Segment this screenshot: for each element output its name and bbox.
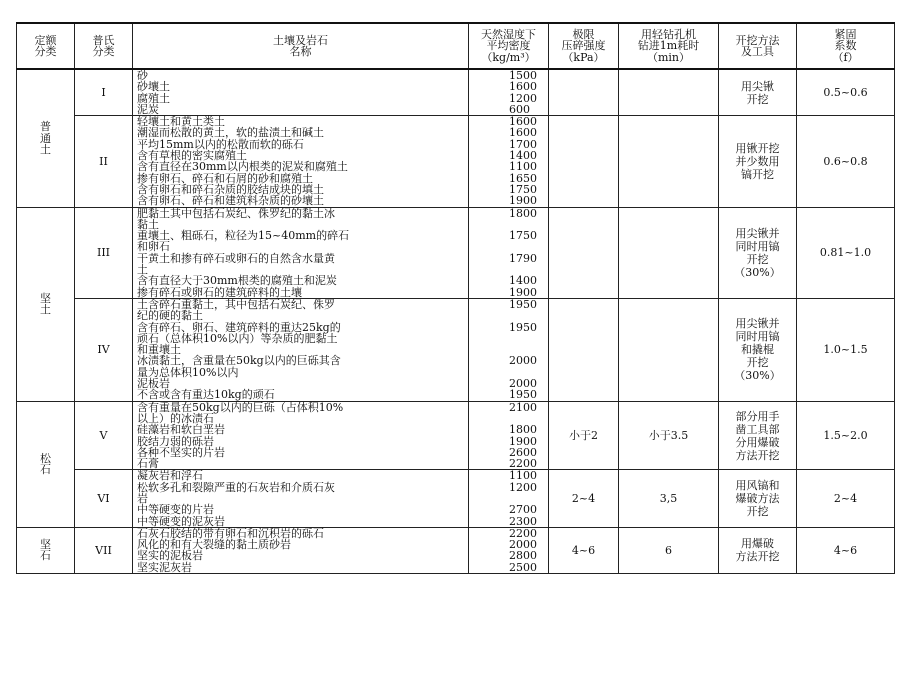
method-line: （30%） — [734, 265, 781, 279]
density-value: 2000 — [509, 538, 537, 552]
soil-name-line: 砂 — [137, 69, 148, 82]
soil-name-line: 泥炭 — [137, 102, 159, 116]
soil-name-line: 冰渍黏土，含重量在50kg以内的巨砾其含 — [137, 354, 341, 368]
method-line: 和撬棍 — [741, 343, 774, 357]
soil-name-line: 胶结力弱的砾岩 — [137, 434, 214, 448]
strength-cell — [549, 298, 619, 401]
method-line: 镐开挖 — [741, 167, 774, 181]
header-method: 开挖方法 及工具 — [719, 23, 797, 69]
pushi-class-cell — [75, 527, 133, 573]
category-char: 坚 — [40, 538, 51, 552]
pushi-class-label: III — [96, 246, 111, 260]
soil-name-line: 石膏 — [137, 457, 159, 471]
soil-name-line: 顽石（总体积10%以内）等杂质的肥黏土 — [137, 331, 338, 345]
density-value: 1950 — [509, 320, 537, 334]
category-char: 通 — [40, 131, 51, 145]
soil-name-line: 含有直径大于30mm根类的腐殖土和泥炭 — [137, 274, 337, 288]
drill-time-cell — [619, 69, 719, 116]
soil-names-cell — [133, 207, 469, 298]
method-cell — [719, 207, 797, 298]
drill-time-value: 3,5 — [659, 491, 678, 505]
soil-names-cell — [133, 69, 469, 116]
method-line: 爆破方法 — [735, 492, 780, 506]
soil-name-line: 纪的硬的黏土 — [137, 309, 203, 323]
drill-time-value — [619, 156, 718, 167]
method-line: 用锹开挖 — [735, 141, 780, 155]
density-value: 1650 — [509, 171, 537, 185]
soil-name-line: 腐殖土 — [137, 91, 170, 105]
drill-time-value — [619, 344, 718, 355]
method-line: （30%） — [734, 369, 781, 383]
header-category: 定额 分类 — [17, 23, 75, 69]
soil-names-cell — [133, 298, 469, 401]
drill-time-cell — [619, 527, 719, 573]
pushi-class-label: II — [99, 154, 108, 168]
pushi-class-label: VI — [97, 491, 110, 505]
density-value: 1900 — [509, 194, 537, 208]
soil-name-line: 岩 — [137, 491, 148, 505]
soil-name-line: 轻壤土和黄土类土 — [137, 115, 225, 129]
method-line: 开挖 — [746, 356, 769, 370]
class-row — [17, 470, 895, 527]
soil-name-line: 平均15mm以内的松散而软的砾石 — [137, 137, 304, 151]
density-value: 2600 — [509, 445, 537, 459]
method-line: 方法开挖 — [735, 550, 780, 564]
density-value: 1950 — [509, 388, 537, 402]
density-value: 1400 — [509, 149, 537, 163]
density-value: 2200 — [509, 526, 537, 540]
header-strength: 极限 压碎强度 （kPa） — [549, 23, 619, 69]
pushi-class-label: IV — [97, 343, 110, 357]
soil-name-line: 坚实的泥板岩 — [137, 549, 203, 563]
category-cell — [17, 69, 75, 207]
soil-name-line: 土含碎石重黏土，其中包括石炭纪、侏罗 — [137, 297, 335, 311]
method-line: 用风镐和 — [735, 479, 780, 493]
pushi-class-cell — [75, 69, 133, 116]
method-line: 开挖 — [746, 252, 769, 266]
category-char: 坚 — [40, 291, 51, 305]
method-cell — [719, 470, 797, 527]
category-char: 普 — [40, 120, 51, 134]
density-value: 2200 — [509, 457, 537, 471]
soil-name-line: 黏土 — [137, 217, 159, 231]
density-value: 1800 — [509, 423, 537, 437]
coef-cell — [797, 401, 895, 470]
drill-time-cell — [619, 207, 719, 298]
strength-cell — [549, 207, 619, 298]
coef-value: 0.5~0.6 — [823, 85, 868, 99]
soil-name-line: 含有草根的密实腐殖土 — [137, 149, 247, 163]
coef-value: 1.5~2.0 — [823, 428, 868, 442]
method-cell — [719, 116, 797, 207]
soil-name-line: 凝灰岩和浮石 — [137, 469, 203, 483]
density-value: 2500 — [509, 560, 537, 574]
method-line: 用尖锹 — [741, 79, 774, 93]
soil-name-line: 中等硬变的片岩 — [137, 503, 214, 517]
density-cell — [469, 69, 549, 116]
soil-name-line: 掺有卵石、碎石和石屑的砂和腐殖土 — [137, 171, 313, 185]
density-value: 1400 — [509, 274, 537, 288]
density-value: 1950 — [509, 297, 537, 311]
strength-value: 小于2 — [569, 428, 598, 442]
method-line: 分用爆破 — [735, 435, 780, 449]
soil-names-cell — [133, 401, 469, 470]
density-value: 1600 — [509, 126, 537, 140]
method-line: 方法开挖 — [735, 448, 780, 462]
drill-time-value — [619, 247, 718, 258]
method-cell — [719, 401, 797, 470]
header-pushi: 普氏 分类 — [75, 23, 133, 69]
strength-value — [549, 344, 618, 355]
soil-classification-table-wrapper — [16, 22, 895, 574]
soil-name-line: 肥黏土其中包括石炭纪、侏罗纪的黏土冰 — [137, 206, 335, 220]
category-char: 石 — [40, 463, 51, 477]
density-value: 1200 — [509, 91, 537, 105]
density-cell — [469, 470, 549, 527]
method-line: 同时用镐 — [735, 330, 780, 344]
coef-value: 1.0~1.5 — [823, 343, 868, 357]
strength-cell — [549, 401, 619, 470]
density-spacer — [509, 333, 548, 344]
strength-value — [549, 156, 618, 167]
method-line: 同时用镐 — [735, 239, 780, 253]
method-line: 开挖 — [746, 92, 769, 106]
pushi-class-label: VII — [95, 543, 112, 557]
soil-name-line: 潮湿而松散的黄土，软的盐渍土和碱土 — [137, 126, 324, 140]
soil-name-line: 含有碎石、卵石、建筑碎料的重达25kg的 — [137, 320, 341, 334]
soil-name-line: 重壤土、粗砾石，粒径为15~40mm的碎石 — [137, 229, 350, 243]
category-char: 土 — [40, 142, 51, 156]
density-value: 1900 — [509, 434, 537, 448]
density-value: 1200 — [509, 480, 537, 494]
class-row — [17, 527, 895, 573]
table-body — [17, 69, 895, 574]
drill-time-value — [619, 87, 718, 98]
soil-name-line: 泥板岩 — [137, 377, 170, 391]
density-value: 1500 — [509, 69, 537, 82]
category-cell — [17, 207, 75, 401]
density-value: 1700 — [509, 137, 537, 151]
coef-cell — [797, 470, 895, 527]
density-value: 2300 — [509, 514, 537, 528]
method-line: 用尖锹并 — [735, 317, 780, 331]
soil-name-line: 坚实泥灰岩 — [137, 560, 192, 574]
soil-name-line: 量为总体积10%以内 — [137, 365, 239, 379]
coef-cell — [797, 298, 895, 401]
class-row — [17, 401, 895, 470]
coef-cell — [797, 69, 895, 116]
density-value: 2100 — [509, 400, 537, 414]
density-cell — [469, 207, 549, 298]
method-line: 凿工具部 — [735, 422, 780, 436]
drill-time-value: 6 — [665, 543, 672, 557]
density-value: 1750 — [509, 182, 537, 196]
category-char: 土 — [40, 303, 51, 317]
class-row — [17, 69, 895, 116]
drill-time-value: 小于3.5 — [648, 428, 689, 442]
pushi-class-cell — [75, 470, 133, 527]
drill-time-cell — [619, 116, 719, 207]
coef-cell — [797, 116, 895, 207]
soil-name-line: 中等硬变的泥灰岩 — [137, 514, 225, 528]
soil-name-line: 含有重量在50kg以内的巨砾（占体积10% — [137, 400, 344, 414]
strength-value: 2~4 — [571, 491, 596, 505]
strength-cell — [549, 69, 619, 116]
coef-value: 0.81~1.0 — [819, 246, 872, 260]
soil-name-line: 和重壤土 — [137, 343, 181, 357]
header-name: 土壤及岩石 名称 — [133, 23, 469, 69]
soil-name-line: 松软多孔和裂隙严重的石灰岩和介质石灰 — [137, 480, 335, 494]
density-value: 1600 — [509, 115, 537, 129]
method-line: 用尖锹并 — [735, 226, 780, 240]
method-cell — [719, 69, 797, 116]
density-value: 2700 — [509, 503, 537, 517]
pushi-class-cell — [75, 207, 133, 298]
drill-time-cell — [619, 470, 719, 527]
pushi-class-cell — [75, 298, 133, 401]
coef-cell — [797, 527, 895, 573]
strength-value — [549, 247, 618, 258]
density-value: 1800 — [509, 206, 537, 220]
density-cell — [469, 401, 549, 470]
soil-name-line: 风化的和有大裂缝的黏土质砂岩 — [137, 538, 291, 552]
density-value: 1100 — [509, 469, 537, 483]
density-value: 1790 — [509, 251, 537, 265]
soil-name-line: 以上）的冰渍石 — [137, 411, 214, 425]
soil-names-cell — [133, 116, 469, 207]
soil-name-line: 掺有碎石或卵石的建筑碎料的土壤 — [137, 285, 302, 299]
pushi-class-cell — [75, 401, 133, 470]
drill-time-cell — [619, 298, 719, 401]
coef-cell — [797, 207, 895, 298]
strength-cell — [549, 470, 619, 527]
density-spacer — [509, 310, 548, 321]
soil-name-line: 含有卵石、碎石和建筑料杂质的砂壤土 — [137, 194, 324, 208]
soil-name-line: 石灰石胶结的带有卵石和沉积岩的砾石 — [137, 526, 324, 540]
coef-value: 2~4 — [833, 491, 858, 505]
strength-cell — [549, 527, 619, 573]
method-line: 开挖 — [746, 505, 769, 519]
method-line: 并少数用 — [735, 154, 780, 168]
soil-name-line: 和卵石 — [137, 240, 170, 254]
soil-name-line: 含有直径在30mm以内根类的泥炭和腐殖土 — [137, 160, 348, 174]
soil-classification-table — [16, 22, 895, 574]
soil-name-line: 干黄土和掺有碎石或卵石的自然含水量黄 — [137, 251, 335, 265]
strength-cell — [549, 116, 619, 207]
density-cell — [469, 116, 549, 207]
pushi-class-cell — [75, 116, 133, 207]
density-value: 1900 — [509, 285, 537, 299]
header-density: 天然湿度下 平均密度 （kg/m³） — [469, 23, 549, 69]
soil-name-line: 含有卵石和碎石杂质的胶结成块的填土 — [137, 182, 324, 196]
density-value: 2800 — [509, 549, 537, 563]
method-cell — [719, 298, 797, 401]
soil-name-line: 土 — [137, 263, 148, 277]
pushi-class-label: V — [99, 428, 108, 442]
soil-name-line: 硅藻岩和软白垩岩 — [137, 423, 225, 437]
soil-name-line: 各种不坚实的片岩 — [137, 445, 225, 459]
density-value: 1600 — [509, 80, 537, 94]
method-line: 用爆破 — [741, 537, 774, 551]
density-value: 1100 — [509, 160, 537, 174]
density-cell — [469, 527, 549, 573]
header-drill: 用轻钻孔机 钻进1m耗时 （min） — [619, 23, 719, 69]
category-cell — [17, 527, 75, 573]
strength-value: 4~6 — [571, 543, 596, 557]
header-coef: 紧固 系数 （f） — [797, 23, 895, 69]
density-value: 1750 — [509, 229, 537, 243]
coef-value: 0.6~0.8 — [823, 154, 868, 168]
category-char: 松 — [40, 451, 51, 465]
method-cell — [719, 527, 797, 573]
density-value: 600 — [509, 102, 530, 116]
class-row — [17, 207, 895, 298]
pushi-class-label: I — [101, 85, 106, 99]
soil-names-cell — [133, 470, 469, 527]
soil-names-cell — [133, 527, 469, 573]
coef-value: 4~6 — [833, 543, 858, 557]
drill-time-cell — [619, 401, 719, 470]
header-row — [17, 23, 895, 69]
density-value: 2000 — [509, 377, 537, 391]
soil-name-line: 砂壤土 — [137, 80, 170, 94]
strength-value — [549, 87, 618, 98]
class-row — [17, 116, 895, 207]
category-char: 石 — [40, 549, 51, 563]
density-value: 2000 — [509, 354, 537, 368]
method-line: 部分用手 — [735, 409, 780, 423]
density-cell — [469, 298, 549, 401]
soil-name-line: 不含或含有重达10kg的顽石 — [137, 388, 275, 402]
category-cell — [17, 401, 75, 527]
class-row — [17, 298, 895, 401]
